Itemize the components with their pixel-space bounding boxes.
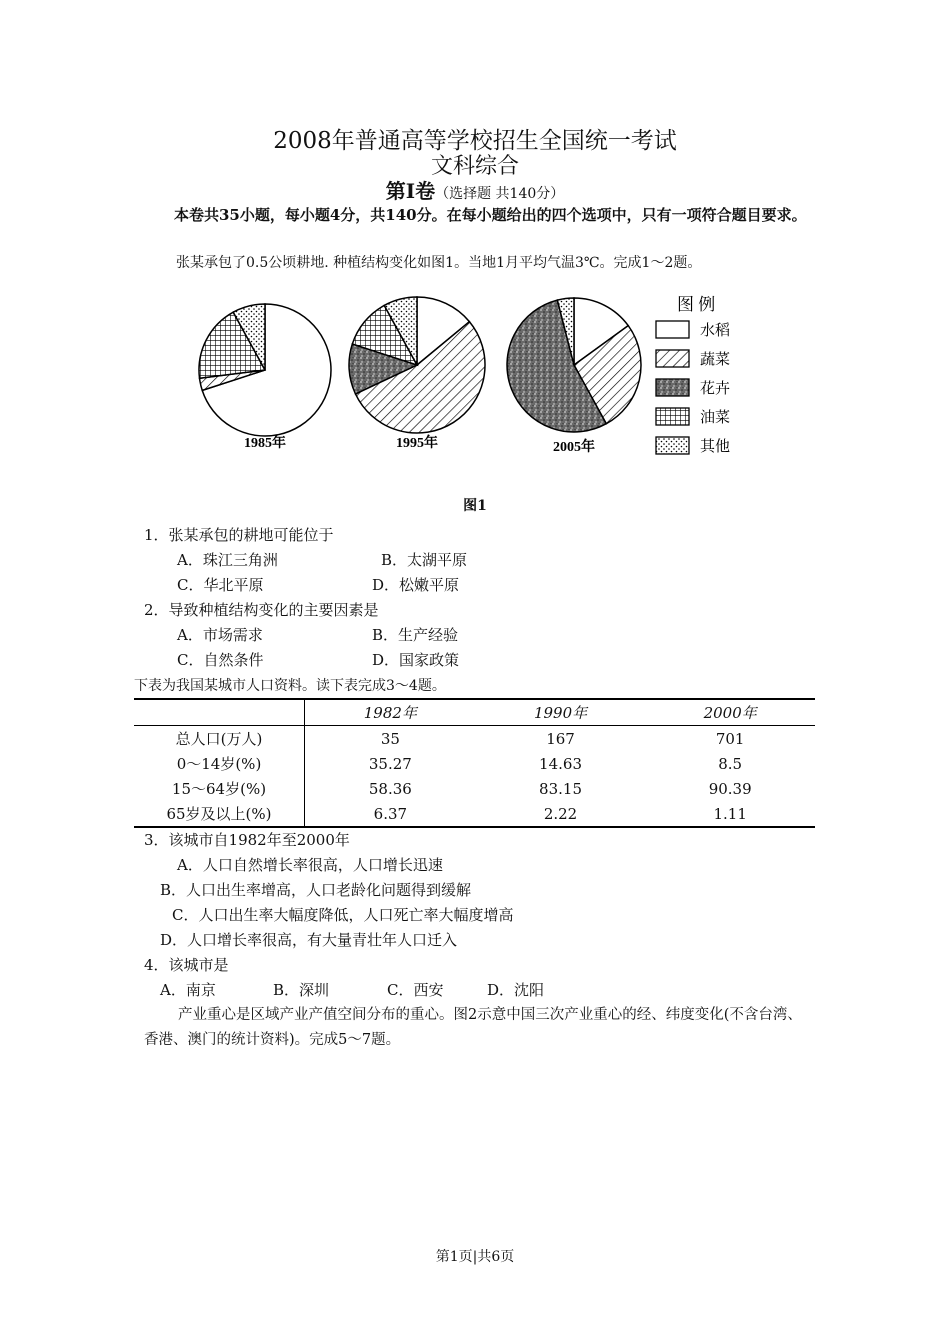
legend-title: 图 例 [677,295,716,314]
question-1-stem: 1．张某承包的耕地可能位于 [144,526,334,544]
pie-label-3: 2005年 [553,440,595,455]
question-3-option-d: D．人口增长率很高，有大量青壮年人口迁入 [160,931,458,949]
question-3-stem: 3．该城市自1982年至2000年 [144,831,350,849]
intro-q5-7: 产业重心是区域产业产值空间分布的重心。图2示意中国三次产业重心的经、纬度变化(不含台湾、香港、澳门的统计资料)。完成5～7题。 [144,1007,802,1048]
question-2-option-b: B．生产经验 [372,626,459,644]
table-cell: 701 [715,729,745,748]
exam-title: 2008年普通高等学校招生全国统一考试 [273,128,677,154]
table-row [134,776,815,801]
table-cell: 15～64岁(%) [134,776,305,801]
table-cell: 8.5 [718,754,743,773]
pie-label-1: 1985年 [244,436,286,451]
pies-group [199,297,641,455]
table-header-1990: 1990年 [476,699,646,726]
part-heading [0,175,950,204]
question-4-option-b: B．深圳 [273,981,330,999]
question-3-option-c: C．人口出生率大幅度降低，人口死亡率大幅度增高 [172,906,514,924]
table-row [134,801,815,827]
legend-label-4: 油菜 [700,410,731,426]
table-header-1982: 1982年 [305,699,476,726]
question-1-option-d: D．松嫩平原 [372,576,460,594]
question-4-option-d: D．沈阳 [487,981,545,999]
table-cell: 90.39 [708,779,752,798]
part-note: （选择题 共140分） [435,186,565,202]
legend-swatch-5 [656,437,689,454]
population-table [134,698,815,828]
legend-label-3: 花卉 [700,381,731,397]
pie-chart-figure [180,285,760,470]
table-cell: 1.11 [645,801,815,827]
question-4-option-c: C．西安 [387,981,444,999]
question-1-option-b: B．太湖平原 [381,551,468,569]
question-1-option-a: A．珠江三角洲 [177,551,278,569]
table-intro: 下表为我国某城市人口资料。读下表完成3～4题。 [134,678,446,694]
table-cell: 14.63 [539,754,582,773]
table-cell: 83.15 [539,779,582,798]
question-4-option-a: A．南京 [160,981,216,999]
question-3-option-a: A．人口自然增长率很高，人口增长迅速 [177,856,443,874]
question-2-option-d: D．国家政策 [372,651,460,669]
question-1-option-c: C．华北平原 [177,576,264,594]
part-main: 第Ⅰ卷 [385,179,436,203]
page-footer: 第1页|共6页 [435,1249,515,1265]
exam-subject: 文科综合 [430,154,519,179]
legend-label-2: 蔬菜 [700,352,731,368]
table-header-row [134,699,815,726]
question-2-stem: 2．导致种植结构变化的主要因素是 [144,601,379,619]
question-2-option-a: A．市场需求 [177,626,263,644]
table-cell: 2.22 [476,801,646,827]
legend-label-5: 其他 [700,439,731,455]
figure-caption: 图1 [463,498,487,514]
table-header-blank [134,699,305,726]
question-3-option-b: B．人口出生率增高，人口老龄化问题得到缓解 [160,881,472,899]
instructions: 本卷共35小题，每小题4分，共140分。在每小题给出的四个选项中，只有一项符合题目要求。 [174,206,807,224]
intro-q1-2: 张某承包了0.5公顷耕地. 种植结构变化如图1。当地1月平均气温3℃。完成1～2题。 [176,255,702,271]
table-cell: 65岁及以上(%) [134,801,305,827]
legend-swatch-2 [656,350,689,367]
table-row [134,751,815,776]
legend-swatch-4 [656,408,689,425]
table-cell: 167 [546,729,575,748]
table-header-2000: 2000年 [645,699,815,726]
table-cell: 35.27 [368,754,412,773]
legend-swatch-3 [656,379,689,396]
question-4-stem: 4．该城市是 [144,956,229,974]
question-2-option-c: C．自然条件 [177,651,264,669]
table-cell: 0～14岁(%) [134,751,305,776]
pie-label-2: 1995年 [396,436,438,451]
table-cell: 58.36 [368,779,412,798]
table-cell: 总人口(万人) [134,726,305,752]
legend-swatch-1 [656,321,689,338]
legend-group [656,295,730,455]
legend-label-1: 水稻 [700,323,731,339]
table-cell: 35 [380,729,400,748]
table-row [134,726,815,752]
table-cell: 6.37 [305,801,476,827]
